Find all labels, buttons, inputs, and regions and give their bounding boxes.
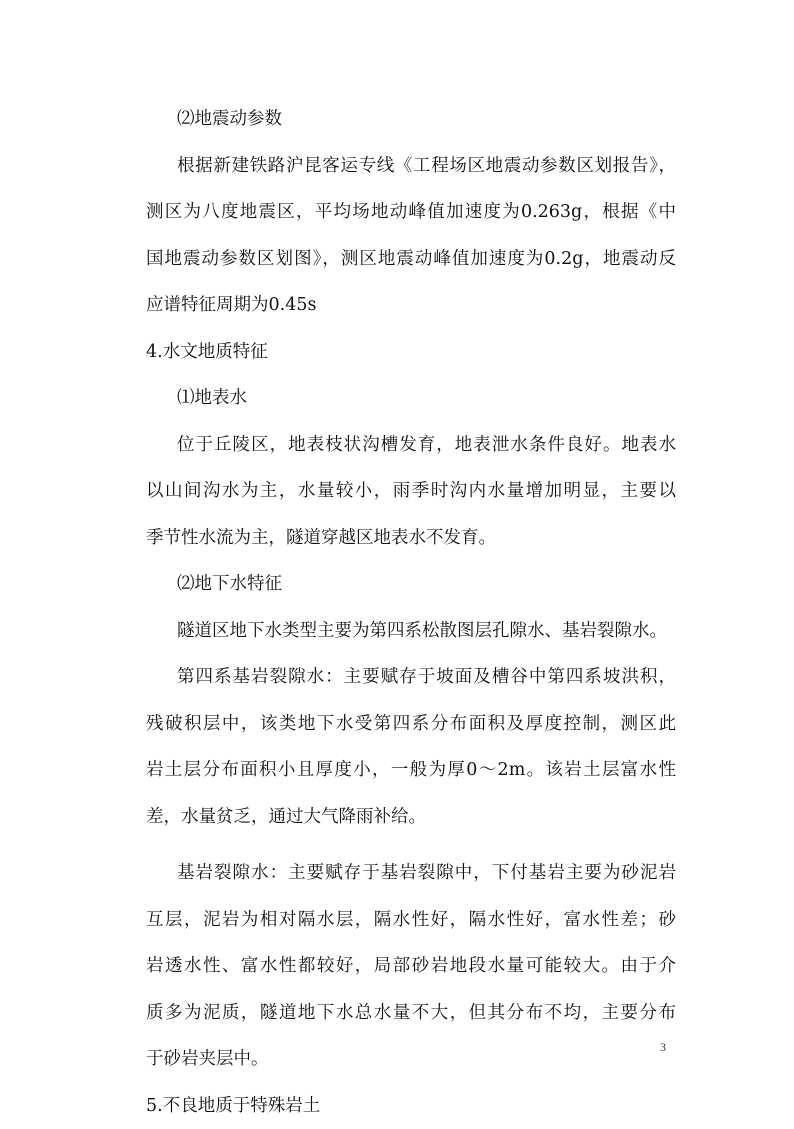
text-line: 5.不良地质于特殊岩土 bbox=[146, 1083, 676, 1129]
paragraph-gap bbox=[146, 840, 676, 850]
text-line: 差，水量贫乏，通过大气降雨补给。 bbox=[146, 794, 676, 841]
page-number: 3 bbox=[660, 1040, 666, 1055]
paragraph bbox=[146, 422, 676, 562]
text-line: 位于丘陵区，地表枝状沟槽发育，地表泄水条件良好。地表水 bbox=[146, 422, 676, 469]
text-line: 季节性水流为主，隧道穿越区地表水不发育。 bbox=[146, 515, 676, 562]
section-heading bbox=[146, 375, 676, 422]
document-body bbox=[146, 96, 676, 1129]
text-line: ⑴地表水 bbox=[146, 375, 676, 422]
paragraph bbox=[146, 143, 676, 329]
text-line: 测区为八度地震区，平均场地动峰值加速度为0.263g，根据《中 bbox=[146, 189, 676, 236]
text-line: 第四系基岩裂隙水：主要赋存于坡面及槽谷中第四系坡洪积， bbox=[146, 654, 676, 701]
text-line: ⑵地下水特征 bbox=[146, 561, 676, 608]
text-line: ⑵地震动参数 bbox=[146, 96, 676, 143]
section-heading bbox=[146, 96, 676, 143]
text-line: 互层，泥岩为相对隔水层，隔水性好，隔水性好，富水性差；砂 bbox=[146, 897, 676, 944]
section-heading bbox=[146, 329, 676, 376]
text-line: 岩透水性、富水性都较好，局部砂岩地段水量可能较大。由于介 bbox=[146, 943, 676, 990]
text-line: 根据新建铁路沪昆客运专线《工程场区地震动参数区划报告》， bbox=[146, 143, 676, 190]
text-line: 国地震动参数区划图》，测区地震动峰值加速度为0.2g，地震动反 bbox=[146, 236, 676, 283]
text-line: 以山间沟水为主，水量较小，雨季时沟内水量增加明显，主要以 bbox=[146, 468, 676, 515]
text-line: 残破积层中，该类地下水受第四系分布面积及厚度控制，测区此 bbox=[146, 701, 676, 748]
paragraph bbox=[146, 608, 676, 655]
text-line: 基岩裂隙水：主要赋存于基岩裂隙中，下付基岩主要为砂泥岩 bbox=[146, 850, 676, 897]
text-line: 质多为泥质，隧道地下水总水量不大，但其分布不均，主要分布 bbox=[146, 990, 676, 1037]
section-heading bbox=[146, 1083, 676, 1129]
text-line: 于砂岩夹层中。 bbox=[146, 1036, 676, 1083]
section-heading bbox=[146, 561, 676, 608]
text-line: 隧道区地下水类型主要为第四系松散图层孔隙水、基岩裂隙水。 bbox=[146, 608, 676, 655]
paragraph bbox=[146, 850, 676, 1083]
text-line: 岩土层分布面积小且厚度小，一般为厚0～2m。该岩土层富水性 bbox=[146, 747, 676, 794]
text-line: 应谱特征周期为0.45s bbox=[146, 282, 676, 329]
text-line: 4.水文地质特征 bbox=[146, 329, 676, 376]
paragraph bbox=[146, 654, 676, 840]
